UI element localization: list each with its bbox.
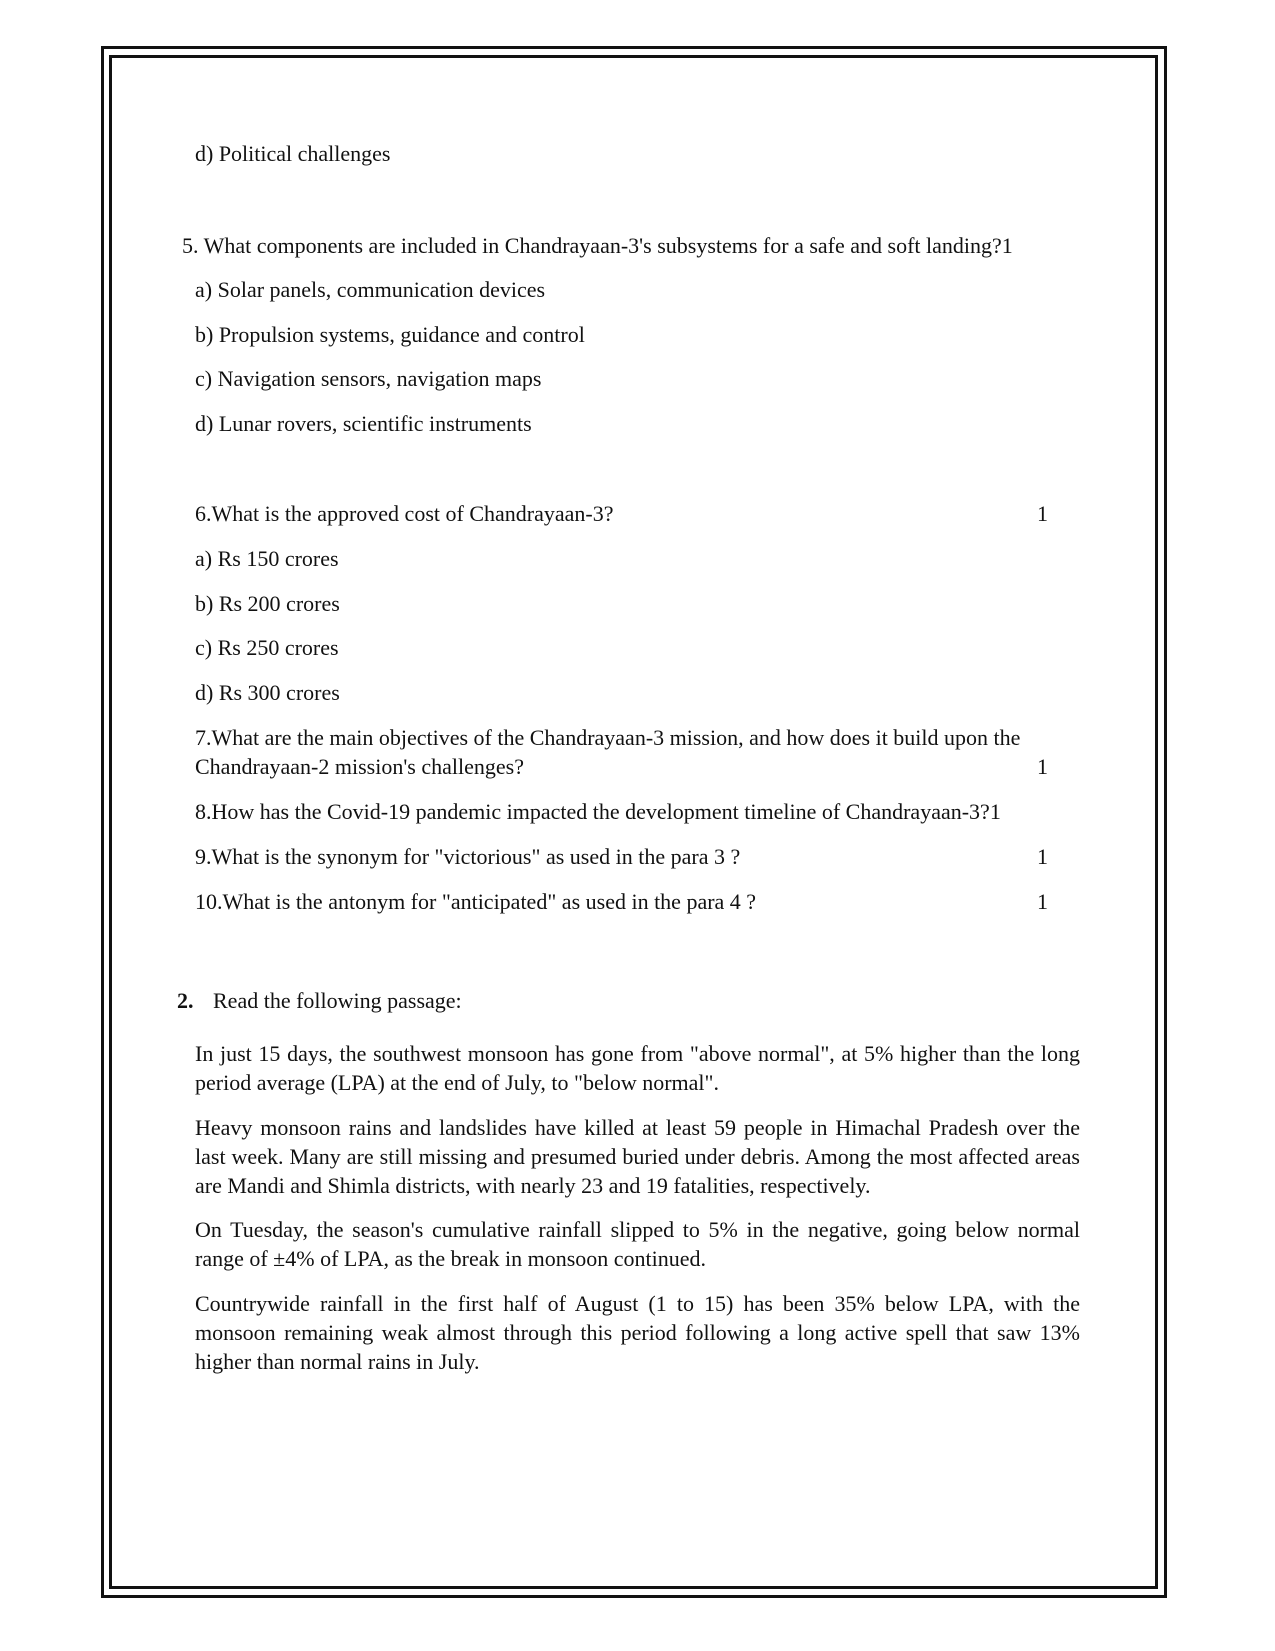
q6-option-b: b) Rs 200 crores xyxy=(195,591,340,616)
passage-paragraph-1: In just 15 days, the southwest monsoon has gone from "above normal", at 5% higher than the long period average (LPA) at the end of July, to "below normal". xyxy=(195,1041,1080,1095)
section-2-number: 2. xyxy=(177,988,194,1013)
q5-option-b: b) Propulsion systems, guidance and control xyxy=(195,322,585,347)
q4-option-d: d) Political challenges xyxy=(195,141,391,166)
q10-marks: 1 xyxy=(1037,889,1048,914)
section-2-heading xyxy=(177,986,462,1015)
q5-option-a: a) Solar panels, communication devices xyxy=(195,277,546,302)
passage-paragraph-4: Countrywide rainfall in the first half of August (1 to 15) has been 35% below LPA, with the monsoon remaining weak almost through this period following a long active spell that saw 13% higher than normal rains in July. xyxy=(195,1291,1080,1374)
q6-option-a: a) Rs 150 crores xyxy=(195,546,339,571)
passage-paragraph-2: Heavy monsoon rains and landslides have killed at least 59 people in Himachal Pradesh over the last week. Many are still missing and presumed buried under debris. Among the most affected areas are Mandi and Shimla districts, with nearly 23 and 19 fatalities, respectively. xyxy=(195,1115,1080,1198)
q9-question: 9.What is the synonym for "victorious" as used in the para 3 ? xyxy=(195,844,741,869)
q5-question: 5. What components are included in Chandrayaan-3's subsystems for a safe and soft landing?1 xyxy=(182,233,1013,258)
q5-option-c: c) Navigation sensors, navigation maps xyxy=(195,366,542,391)
section-2-title: Read the following passage: xyxy=(213,988,462,1013)
q6-option-c: c) Rs 250 crores xyxy=(195,635,339,660)
q8-question: 8.How has the Covid-19 pandemic impacted the development timeline of Chandrayaan-3?1 xyxy=(195,799,1001,824)
q7-question-line1: 7.What are the main objectives of the Chandrayaan-3 mission, and how does it build upon the xyxy=(195,725,1021,750)
q6-option-d: d) Rs 300 crores xyxy=(195,680,340,705)
passage-paragraph-3: On Tuesday, the season's cumulative rainfall slipped to 5% in the negative, going below normal range of ±4% of LPA, as the break in monsoon continued. xyxy=(195,1217,1080,1271)
q7-question-line2: Chandrayaan-2 mission's challenges? xyxy=(195,754,524,779)
q5-option-d: d) Lunar rovers, scientific instruments xyxy=(195,411,532,436)
q6-marks: 1 xyxy=(1037,501,1048,526)
q7-marks: 1 xyxy=(1037,754,1048,779)
q10-question: 10.What is the antonym for "anticipated" as used in the para 4 ? xyxy=(195,889,757,914)
q6-question: 6.What is the approved cost of Chandrayaan-3? xyxy=(195,501,614,526)
q9-marks: 1 xyxy=(1037,844,1048,869)
